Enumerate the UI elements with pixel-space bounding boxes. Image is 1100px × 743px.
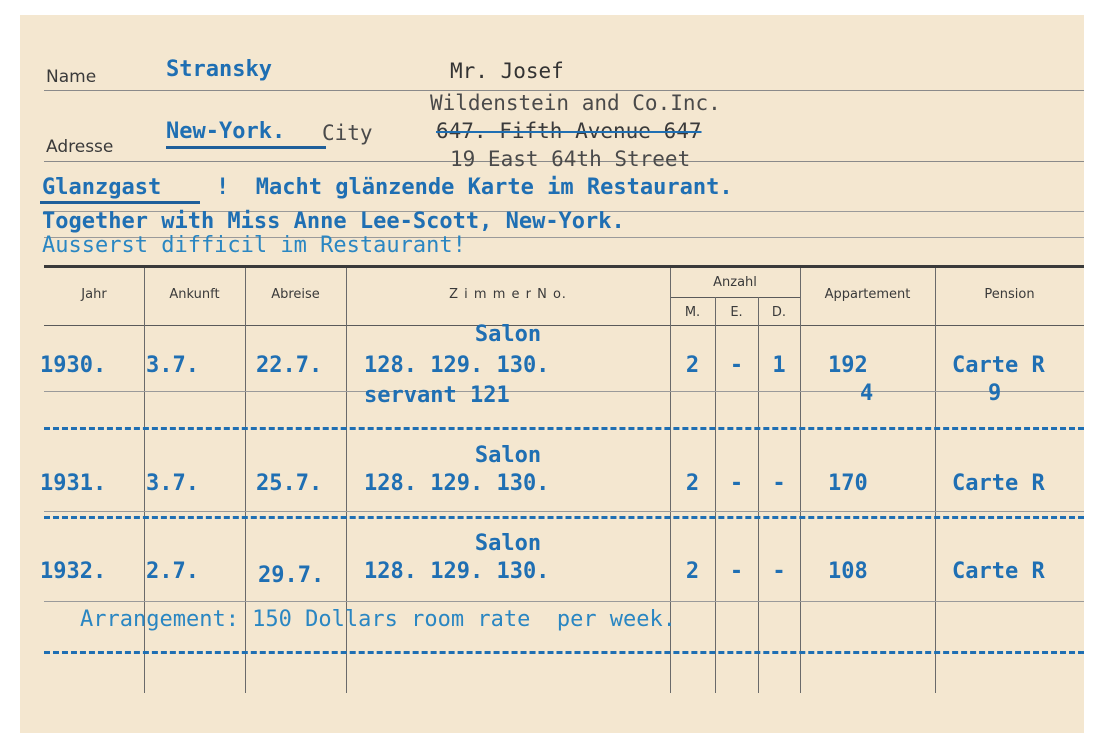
header-m: M. [684,305,701,320]
row1-rooms: 128. 129. 130. [364,353,550,378]
row-divider-3 [44,651,1084,654]
row2-departure: 25.7. [256,471,323,496]
header-arrival: Ankunft [169,287,220,302]
table-top-rule [44,265,1084,268]
row2-d: - [772,471,786,496]
row-divider-2 [44,516,1084,519]
guest-city-suffix: City [322,121,373,145]
row2-arrival: 3.7. [146,471,199,496]
city-underline [166,146,326,149]
header-rooms: Z i m m e r N o. [449,287,567,302]
header-d: D. [771,305,787,320]
row2-salon: Salon [474,443,542,468]
row1-m: 2 [685,353,700,378]
row3-year: 1932. [40,559,107,584]
row1-pension: Carte R [952,353,1045,378]
row1-salon: Salon [474,322,542,347]
row3-appartement: 108 [828,559,868,584]
note-line-2: Together with Miss Anne Lee-Scott, New-York. [42,209,625,234]
row1-departure: 22.7. [256,353,323,378]
header-e: E. [730,305,743,320]
row3-rooms: 128. 129. 130. [364,559,550,584]
header-departure: Abreise [271,287,320,302]
row2-e: - [729,471,744,496]
header-appartement: Appartement [824,287,911,302]
row2-rooms: 128. 129. 130. [364,471,550,496]
note-tag: Glanzgast [42,175,162,200]
row1-year: 1930. [40,353,107,378]
guest-surname: Stransky [166,57,272,82]
row1-pension-extra: 9 [988,381,1002,406]
body-rule-1 [44,391,1084,392]
row2-m: 2 [685,471,700,496]
guest-new-address: 19 East 64th Street [450,147,691,171]
row3-arrival: 2.7. [146,559,199,584]
guest-company: Wildenstein and Co.Inc. [430,91,721,115]
guest-card [20,15,1084,733]
row1-appartement-extra: 4 [860,381,874,406]
tag-underline [40,201,200,204]
row2-year: 1931. [40,471,107,496]
row1-d: 1 [772,353,786,378]
row1-arrival: 3.7. [146,353,199,378]
row2-appartement: 170 [828,471,868,496]
header-year: Jahr [81,287,107,302]
col-divider-8 [935,268,936,693]
row3-e: - [729,559,744,584]
header-count: Anzahl [713,275,757,290]
note-line-3: Ausserst difficil im Restaurant! [42,233,466,258]
row1-rooms-extra: servant 121 [364,383,510,408]
address-label: Adresse [46,137,114,157]
count-subheader-rule [670,297,800,298]
row3-pension: Carte R [952,559,1045,584]
row1-appartement: 192 [828,353,868,378]
col-divider-7 [800,268,801,693]
guest-title-first: Mr. Josef [450,59,564,83]
row3-departure: 29.7. [258,563,325,588]
row-divider-1 [44,427,1084,430]
guest-old-address: 647.-Fifth-Avenue-647 [436,119,702,143]
header-pension: Pension [984,287,1035,302]
row2-pension: Carte R [952,471,1045,496]
row3-m: 2 [685,559,700,584]
body-rule-3 [44,601,1084,602]
arrangement-note: Arrangement: 150 Dollars room rate per week. [80,607,677,632]
guest-city: New-York. [166,119,286,144]
row3-d: - [772,559,786,584]
name-label: Name [46,67,97,87]
row1-e: - [729,353,744,378]
row3-salon: Salon [474,531,542,556]
body-rule-2 [44,511,1084,512]
note-line-1: ! Macht glänzende Karte im Restaurant. [216,175,733,200]
